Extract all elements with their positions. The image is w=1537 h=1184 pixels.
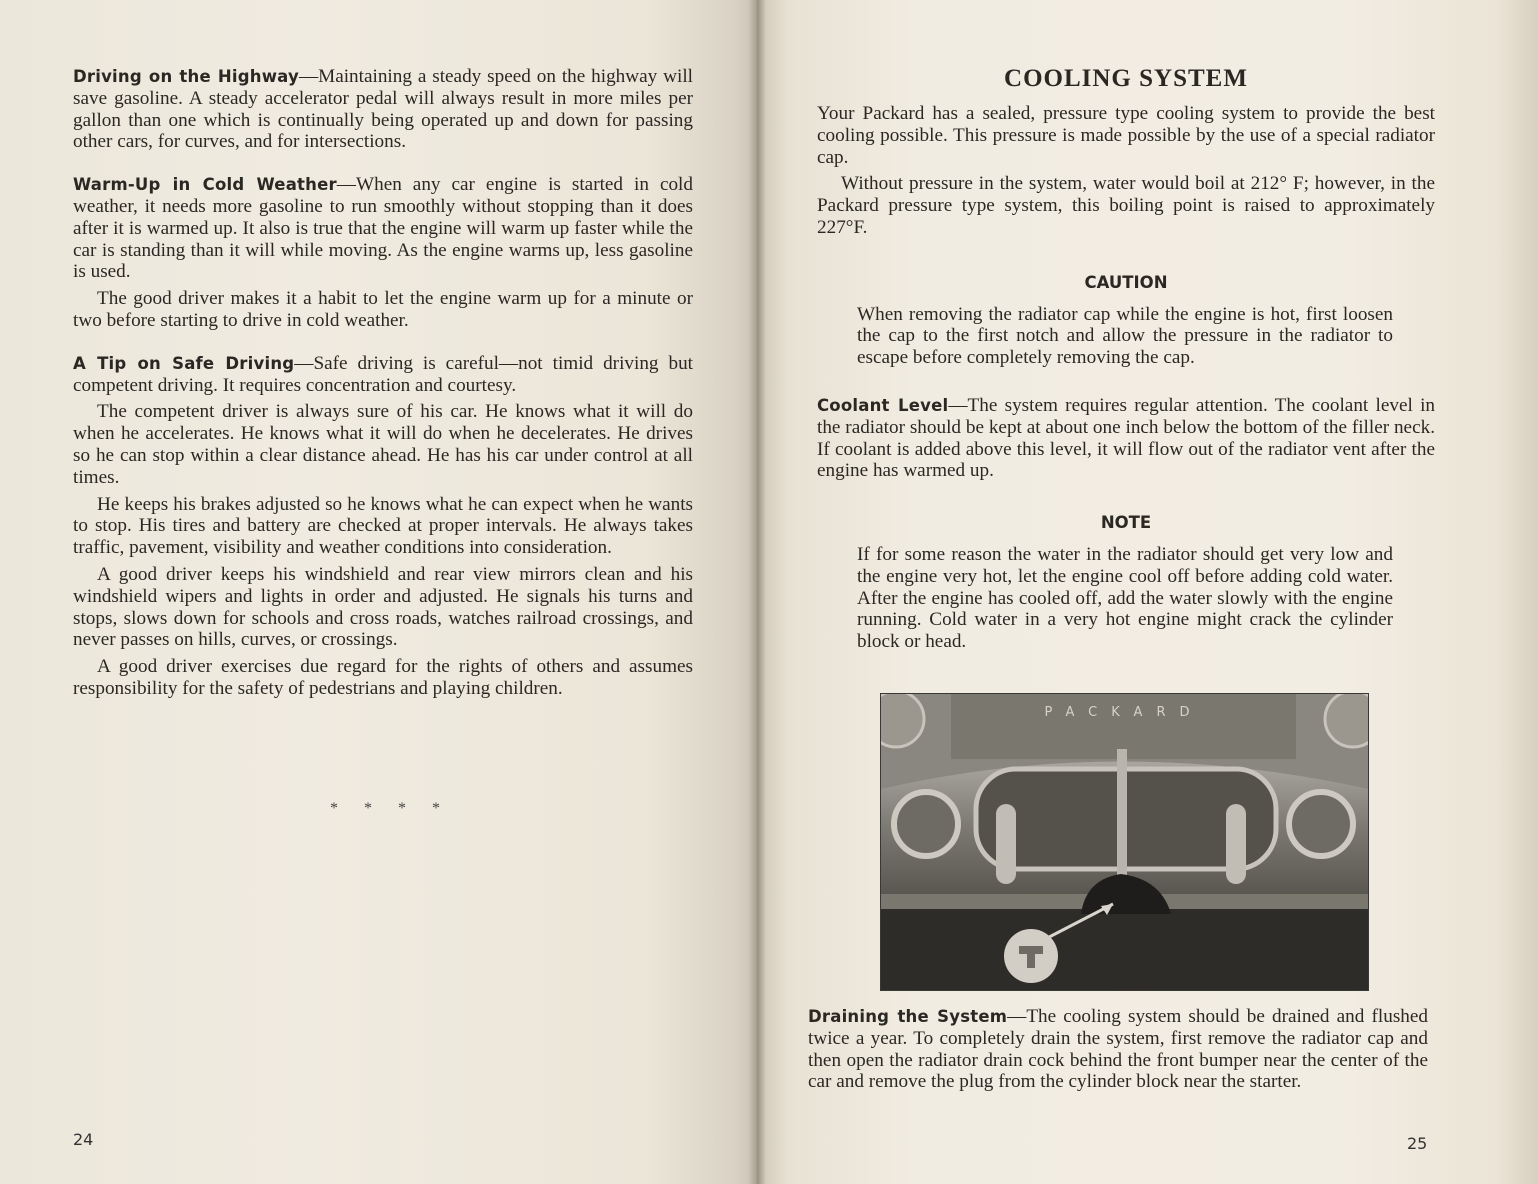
paragraph: Your Packard has a sealed, pressure type cooling system to provide the best cooling possible. This pressure is made possible by the use of a special radiator cap. [817,103,1435,168]
car-grille-illustration [881,694,1368,990]
paragraph: The system requires regular attention. The coolant level in the radiator should be kept at about one inch below the bottom of the filler neck. If coolant is added above this level, it will flow out of the radiator vent after the engine has warmed up. [817,394,1435,482]
page-number-left: 24 [73,1130,94,1149]
paragraph: When any car engine is started in cold weather, it needs more gasoline to run smoothly without stopping than it does after it is warmed up. It also is true that the engine will warm up faster while the car is standing than it will while moving. As the engine warms up, less gasoline is used. [73,174,693,283]
paragraph: He keeps his brakes adjusted so he knows what he can expect when he wants to stop. His tires and battery are checked at proper intervals. He always takes traffic, pavement, visibility and weather conditions into consideration. [73,493,693,559]
note-text: If for some reason the water in the radiator should get very low and the engine very hot, let the engine cool off before adding cold water. After the engine has cooled off, add the water slowly with the engine running. Cold water in a very hot engine might crack the cylinder block or head. [857,543,1393,653]
paragraph: Safe driving is careful—not timid driving but competent driving. It requires concentration and courtesy. [73,352,693,396]
section-heading: A Tip on Safe Driving [73,353,295,373]
section-driving-on-highway: Driving on the Highway—Maintaining a steady speed on the highway will save gasoline. A steady accelerator pedal will always result in more miles per gallon than one which is continually being operated up and down for passing other cars, for curves, and for intersections. [73,66,693,153]
paragraph: The good driver makes it a habit to let the engine warm up for a minute or two before starting to drive in cold weather. [73,288,693,331]
paragraph: A good driver keeps his windshield and rear view mirrors clean and his windshield wipers and lights in order and adjusted. He signals his turns and stops, slows down for schools and cross roads, watches railroad crossings, and never passes on hills, curves, or crossings. [73,563,693,651]
paragraph: The competent driver is always sure of his car. He knows what it will do when he accelerates. He knows what it will do when he decelerates. He drives so he can stop within a clear distance ahead. He has his car under control at all times. [73,401,693,488]
section-draining: Draining the System—The cooling system should be drained and flushed twice a year. To completely drain the system, first remove the radiator cap and then open the radiator drain cock behind the front bumper near the center of the car and remove the plug from the cylinder block near the starter. [808,1006,1428,1093]
section-heading: Draining the System [808,1007,1008,1026]
section-coolant-level: Coolant Level—The system requires regular attention. The coolant level in the radiator should be kept at about one inch below the bottom of the filler neck. If coolant is added above this level, it will flow out of the radiator vent after the engine has warmed up. [817,394,1435,482]
caution-heading: CAUTION [1084,272,1168,292]
page-title: COOLING SYSTEM [1004,65,1248,92]
paragraph: A good driver exercises due regard for the rights of others and assumes responsibility for the safety of pedestrians and playing children. [73,656,693,699]
left-page-text [73,66,693,700]
book-gutter [748,0,766,1184]
radiator-drain-photo [880,693,1369,991]
right-page-text [817,103,1435,653]
paragraph: The cooling system should be drained and flushed twice a year. To completely drain the system, first remove the radiator cap and then open the radiator drain cock behind the front bumper near the center of the car and remove the plug from the cylinder block near the starter. [808,1006,1428,1093]
section-heading: Coolant Level [817,395,949,415]
caution-text: When removing the radiator cap while the engine is hot, first loosen the cap to the first notch and allow the pressure in the radiator to escape before completely removing the cap. [857,303,1393,369]
section-separator: * * * * [330,800,440,817]
section-warm-up: Warm-Up in Cold Weather—When any car engine is started in cold weather, it needs more gasoline to run smoothly without stopping than it does after it is warmed up. It also is true that the engine will warm up faster while the car is standing than it will while moving. As the engine warms up, less gasoline is used. [73,174,693,283]
section-safe-driving: A Tip on Safe Driving—Safe driving is careful—not timid driving but competent driving. It requires concentration and courtesy. [73,352,693,396]
section-heading: Driving on the Highway [73,67,299,86]
paragraph: Maintaining a steady speed on the highway will save gasoline. A steady accelerator pedal will always result in more miles per gallon than one which is continually being operated up and down for passing other cars, for curves, and for intersections. [73,66,693,153]
svg-text:PACKARD: PACKARD [1044,705,1204,720]
page-number-right: 25 [1407,1134,1428,1153]
note-heading: NOTE [1100,513,1152,533]
paragraph: Without pressure in the system, water would boil at 212° F; however, in the Packard pressure type system, this boiling point is raised to approximately 227°F. [817,173,1435,238]
section-heading: Warm-Up in Cold Weather [73,175,337,195]
